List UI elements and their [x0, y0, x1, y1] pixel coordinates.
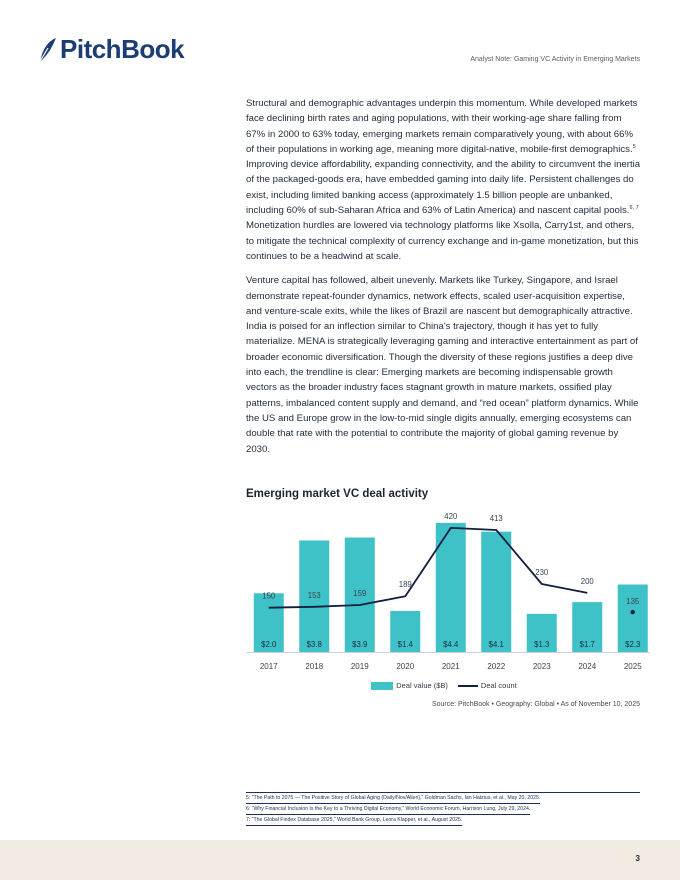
legend-label-deal-value: Deal value ($B) [396, 681, 448, 690]
footnote-7[interactable]: 7: “The Global Findex Database 2025,” World Bank Group, Leora Klapper, et al., August 2025. [246, 815, 462, 826]
chart-legend [246, 681, 642, 690]
legend-swatch-line [458, 685, 478, 687]
line-label-2018: 153 [307, 590, 321, 600]
footnote-ref-5[interactable]: 5 [632, 143, 636, 150]
line-label-2022: 413 [489, 513, 503, 523]
bar-label-2021: $4.4 [443, 640, 459, 649]
feather-icon [36, 36, 58, 64]
x-tick-2024: 2024 [578, 662, 597, 671]
x-tick-2023: 2023 [532, 662, 551, 671]
logo-text: PitchBook [60, 34, 185, 64]
legend-label-deal-count: Deal count [480, 681, 517, 690]
bar-label-2018: $3.8 [306, 640, 322, 649]
bar-2022 [481, 532, 511, 652]
chart-source: Source: PitchBook • Geography: Global • As of November 10, 2025 [431, 701, 640, 708]
x-tick-2020: 2020 [396, 662, 415, 671]
paragraph-1-text-b: Improving device affordability, expanding connectivity, and the ability to circumvent the inertia of the packaged-goods era, have embedded gaming into daily life. Persistent challenges do exist, including limited banking access (approximately 1.5 billion people are unbanked, including 60% of sub-Saharan Africa and 63% of Latin America) and nascent capital pools. [246, 159, 641, 217]
deal-count-point-2025 [631, 610, 635, 614]
bar-label-2020: $1.4 [397, 640, 413, 649]
line-label-2023: 230 [535, 568, 549, 578]
x-tick-2017: 2017 [259, 662, 278, 671]
body-text [246, 96, 642, 466]
legend-swatch-bar [371, 682, 393, 690]
paragraph-1 [246, 96, 642, 264]
paragraph-2: Venture capital has followed, albeit unevenly. Markets like Turkey, Singapore, and Israel demonstrate repeat-founder dynamics, network effects, scaled user-acquisition expertise, and venture-scale exits, while the likes of Brazil are nascent but demographically attractive. India is poised for an inflection similar to China's trajectory, though it has yet to fully materialize. MENA is strategically leveraging gaming and interactive entertainment as part of broader economic diversification. Though the diversity of these regions justifies a deep dive into each, the trendline is clear: Emerging markets are becoming indispensable growth vectors as the broader industry faces stagnant growth in mature markets, ossified play patterns, imbalanced content supply and demand, and “red ocean” platform dynamics. While the US and Europe grow in the low-to-mid single digits annually, emerging ecosystems can double that rate with the potential to contribute the majority of global gaming revenue by 2030. [246, 275, 639, 455]
footer-band [0, 840, 680, 880]
line-label-2021: 420 [444, 511, 458, 521]
line-label-2024: 200 [580, 576, 594, 586]
footnote-ref-6-7[interactable]: 6, 7 [629, 204, 639, 211]
bar-label-2017: $2.0 [261, 640, 277, 649]
footnote-6[interactable]: 6: “Why Financial Inclusion Is the Key to a Thriving Digital Economy,” World Economic Forum, Harrison Lung, July 29, 2024. [246, 804, 530, 815]
bar-label-2024: $1.7 [579, 640, 595, 649]
legend-item-deal-value [371, 681, 448, 690]
page-number: 3 [635, 854, 640, 863]
line-label-2019: 159 [353, 589, 367, 599]
x-tick-2018: 2018 [305, 662, 324, 671]
line-label-2025: 135 [626, 597, 640, 607]
chart-title: Emerging market VC deal activity [246, 488, 429, 500]
bar-label-2025: $2.3 [625, 640, 641, 649]
bar-label-2022: $4.1 [488, 640, 504, 649]
x-tick-2022: 2022 [487, 662, 506, 671]
deal-activity-chart [240, 506, 650, 676]
line-label-2017: 150 [262, 591, 276, 601]
bar-label-2019: $3.9 [352, 640, 368, 649]
paragraph-1-text-a: Structural and demographic advantages underpin this momentum. While developed markets face declining birth rates and aging populations, with their working-age share falling from 67% in 2000 to 63% today, emerging markets remain comparatively young, with about 66% of their populations in working age, meaning more digital-native, mobile-first demographics. [246, 98, 638, 155]
x-tick-2019: 2019 [350, 662, 369, 671]
paragraph-1-text-c: Monetization hurdles are lowered via technology platforms like Xsolla, Carry1st, and others, to mitigate the technical complexity of currency exchange and in-game monetization, but this continues to be a headwind at scale. [246, 220, 639, 262]
x-tick-2025: 2025 [623, 662, 642, 671]
line-label-2020: 189 [398, 580, 412, 590]
legend-item-deal-count [458, 681, 517, 690]
footnote-5[interactable]: 5: “The Path to 2075 — The Positive Story of Global Aging (Daily/Nov/Allen),” Goldman Sachs, Ian Hatzius, et al., May 20, 2025. [246, 793, 540, 804]
header-note: Analyst Note: Gaming VC Activity in Emerging Markets [470, 56, 640, 63]
bar-label-2023: $1.3 [534, 640, 550, 649]
x-tick-2021: 2021 [441, 662, 460, 671]
pitchbook-logo [36, 34, 184, 65]
footnotes [246, 792, 640, 826]
